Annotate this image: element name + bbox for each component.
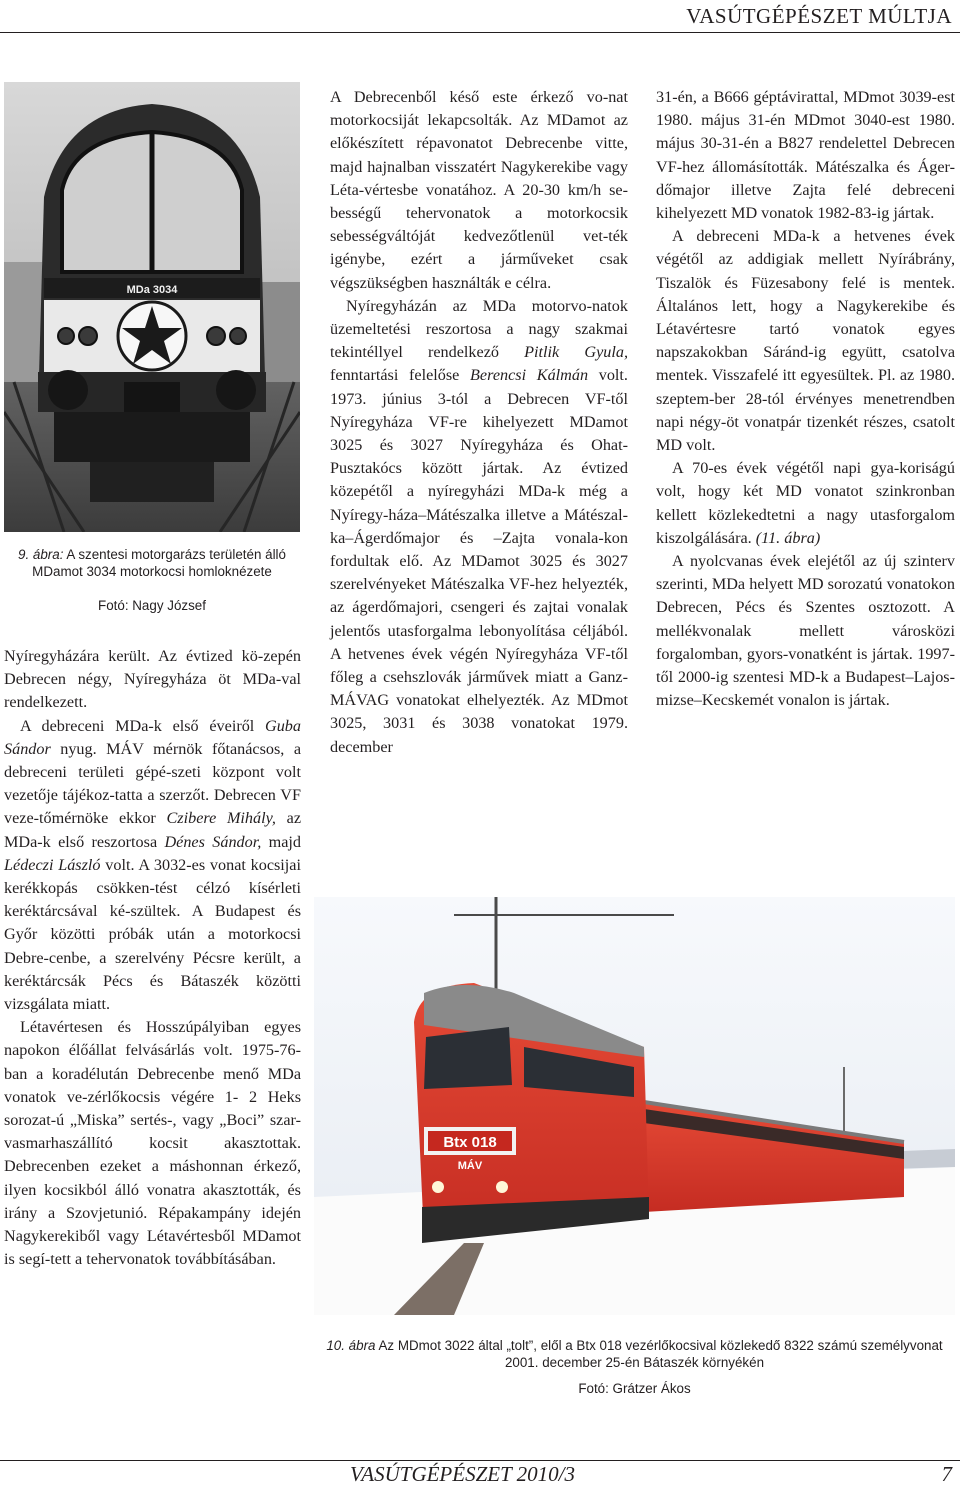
col1-p2-name-4: Lédeczi László (4, 855, 101, 874)
footer-divider (0, 1460, 960, 1461)
col3-figure-reference: (11. ábra) (755, 528, 821, 547)
col1-paragraph-1: Nyíregyházára került. Az évtized kö-zepén Debrecen négy, Nyíregyháza öt MDa-val rendelkezett. (4, 647, 301, 712)
figure-9-credit: Fotó: Nagy József (98, 598, 206, 613)
col2-p2-name-2: Berencsi Kálmán (470, 366, 589, 385)
figure-10-caption-text: Az MDmot 3022 által „tolt”, elől a Btx 018 vezérlőkocsival közlekedő 8322 számú személyvonat 2001. december 25-én Bátaszék környékén (378, 1338, 943, 1370)
col1-paragraph-3: Létavértesen és Hosszúpályiban egyes napokon élőállat felvásárlás volt. 1975-76-ban a koradélután Debrecenbe menő MDa vonatok ve-zérlőkocsis végére 1- 2 Heks sorozat-ú „Miska” sertés-, vagy „Boci” szar-vasmarhaszállító kocsit akasztottak. Debrecenben ezeket a máshonnan érkező, ilyen kocsikból álló vonatra akasztották, és irány a Szovjetunió. Répakampány idején Nagykerekiből vagy Létavértesből MDamot is segí-tett a tehervonatok továbbításában. (4, 1018, 301, 1269)
col3-paragraph-4: A nyolcvanas évek elejétől az új szinterv szerinti, MDa helyett MD sorozatú vonatokon Debrecen, Pécs és Szentes osztozott. A mellékvonalak mellett városközi forgalomban, gyors-vonatként is jártak. 1997-től 2000-ig szentesi MD-k a Budapest–Lajos-mizse–Kecskemét vonalon is jártak. (656, 552, 955, 710)
text-column-1 (4, 645, 301, 1271)
figure-10-credit: Fotó: Grátzer Ákos (578, 1381, 691, 1396)
figure-9-caption (4, 546, 300, 580)
col3-paragraph-1: 31-én, a B666 géptávirattal, MDmot 3039-est 1980. május 31-én MDmot 3040-est 1980. május 30-31-én a B827 rendelettel Debrecen VF-hez állomásították. Mátészalka és Áger-dőmajor illetve Zajta felé debreceni kihelyezett MD vonatok 1982-83-ig jártak. (656, 88, 955, 223)
col1-p2-text-a: A debreceni MDa-k első éveiről (20, 716, 266, 735)
col1-p2-name-3: Dénes Sándor, (164, 832, 262, 851)
figure-10-plate-text: Btx 018 (443, 1134, 497, 1151)
col2-paragraph-2 (330, 295, 628, 759)
col2-paragraph-1: A Debrecenből késő este érkező vo-nat motorkocsiját lekapcsolták. Az MDamot az előkészített répavonatot Debrecenbe vitte, majd hajnalban visszatért Nagykerekibe vagy Léta-vértesbe vonatához. A 20-30 km/h se-bességű tehervonatok a motorkocsik sebességváltóját kedvezőtlenül vet-ték igénybe, ezért a járműveket csak végszükségben használták e célra. (330, 88, 628, 292)
text-column-2 (330, 86, 628, 759)
col1-p2-text-e: volt. A 3032-es vonat kocsijai kerékkopás csökken-tést célzó kísérleti keréktárcsával ké-szültek. A Budapest és Győr közötti próbák után a motorkocsi Debre-cenbe, a szerelvény Pécsre került, a keréktárcsák Pécs és Bátaszék közötti vizsgálata miatt. (4, 855, 301, 1014)
col3-paragraph-3 (656, 457, 955, 550)
figure-9-photo (4, 82, 300, 532)
page-number: 7 (941, 1462, 952, 1486)
figure-9-plate-text: MDa 3034 (126, 284, 178, 296)
running-header: VASÚTGÉPÉSZET MÚLTJA (686, 4, 952, 28)
figure-10-caption (314, 1337, 955, 1371)
col2-p2-text-c: volt. 1973. június 3-tól a Debrecen VF-től Nyíregyháza VF-re kihelyezett MDamot 3025 és 3027 Nyíregyháza és Ohat-Pusztakócs között jártak. Az évtized közepétől a nyíregyházi MDa-k még a Nyíregy-háza–Mátészalka illetve a Mátészal-ka–Ágerdőmajor és –Zajta vonala-kon fordultak elő. Az MDamot 3025 és 3027 szerelvényeket Mátészalka VF-hez helyezték, az ágerdőmajori, csengeri és zajtai vonalak jelentős utasforgalma lebonyolítása céljából. A hetvenes évek végén Nyíregyháza VF-től főleg a csehszlovák járművek miatt a Ganz-MÁVAG vonatokat elhelyezték. Az MDmot 3025, 3031 és 3038 vonatokat 1979. december (330, 366, 628, 756)
figure-10-mav-text: MÁV (457, 1160, 483, 1172)
col3-paragraph-2: A debreceni MDa-k a hetvenes évek végétől az addigiak mellett Nyírábrány, Tiszalök és Füzesabony felé is mentek. Általános lett, hogy a Nagykerekibe és Létavértesre tartó vonatok egyes napszakokban Sáránd-ig együtt, csatolva mentek. Visszafelé itt egyesültek. Pl. az 1980. szeptem-ber 28-tól érvényes menetrendben napi négy-öt vonatpár tizenkét részes, csatolt MD volt. (656, 227, 955, 455)
col2-p2-name-1: Pitlik Gyula, (524, 343, 628, 362)
figure-10-caption-label: 10. ábra (326, 1338, 376, 1353)
text-column-3 (656, 86, 955, 712)
col1-p2-name-2: Czibere Mihály, (166, 809, 276, 828)
col1-p2-text-c: az MDa-k első reszortosa (4, 809, 302, 851)
figure-9-caption-text: A szentesi motorgarázs területén álló MDamot 3034 motorkocsi homloknézete (32, 547, 286, 579)
header-divider (0, 32, 960, 33)
col2-p2-text-a: Nyíregyházán az MDa motorvo-natok üzemeltetési reszortosa a nagy szakmai tekintéllyel rendelkező (330, 296, 628, 362)
col1-paragraph-2 (4, 715, 301, 1017)
footer-journal-issue: VASÚTGÉPÉSZET 2010/3 (350, 1462, 575, 1486)
col1-p2-name-1: Guba Sándor (4, 716, 301, 758)
figure-10-photo (314, 897, 955, 1315)
col1-p2-text-d: majd (261, 832, 301, 851)
col3-p3-text: A 70-es évek végétől napi gya-koriságú volt, hogy két MD vonatot szinkronban kellett közlekedtetni a nagy utasforgalom kiszolgálására. (656, 459, 955, 547)
figure-9-caption-label: 9. ábra: (18, 547, 64, 562)
col1-p2-text-b: nyug. MÁV mérnök főtanácsos, a debreceni területi gépé-szeti központ volt vezetője tájékoz-tatta a szerzőt. Debrecen VF veze-tőmérnöke ekkor (4, 739, 301, 828)
col2-p2-text-b: fenntartási felelőse (330, 366, 471, 385)
